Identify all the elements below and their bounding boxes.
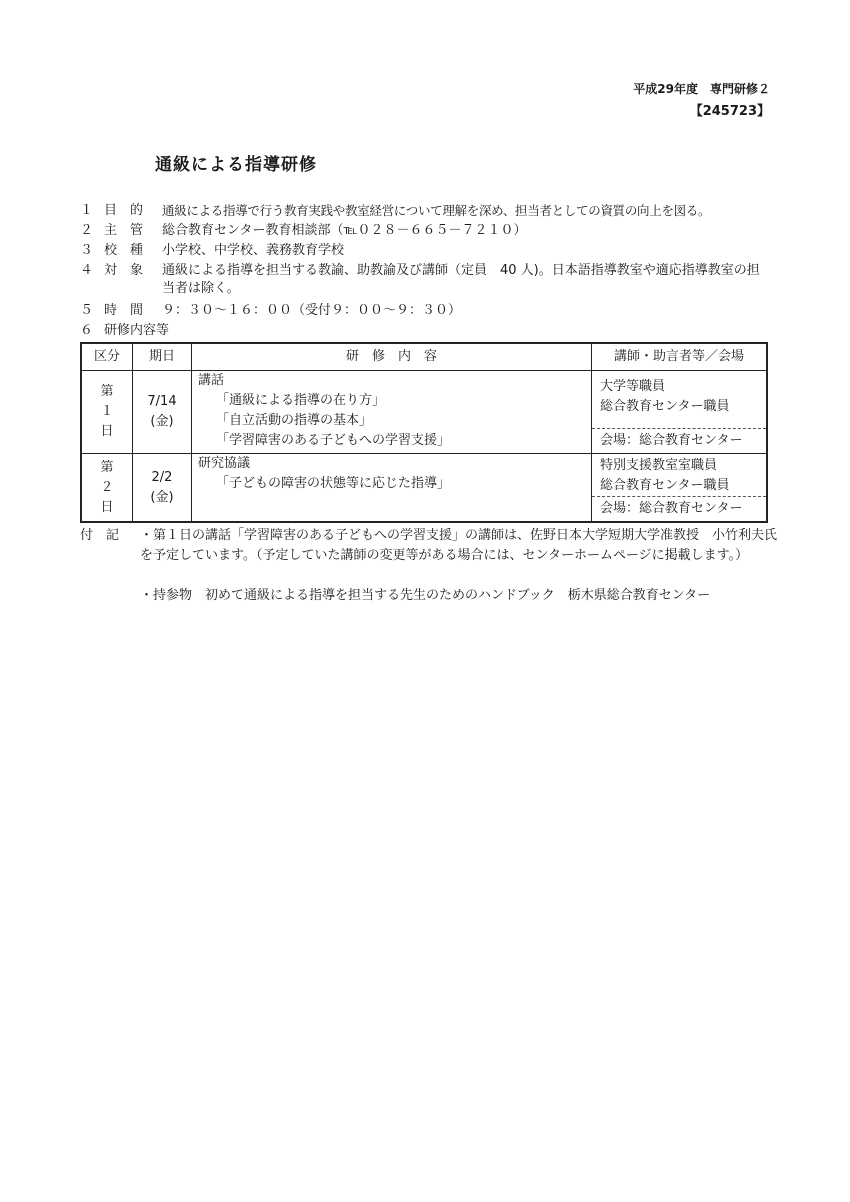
schedule-table [80,342,768,523]
lecturer-name: 大学等職員 [600,379,666,394]
division-text: ２ [100,479,114,495]
content-topic: 「子どもの障害の状態等に応じた指導」 [216,476,451,491]
item-number: ３ [80,243,94,258]
section-label: 研修内容等 [104,323,170,338]
item-value: 総合教育センター教育相談部（℡０２８－６６５－７２１０） [162,223,527,238]
date-text: 2/2 [151,469,173,485]
item-value: 通級による指導を担当する教諭、助教諭及び講師（定員 40 人)。日本語指導教室や適応指導教室の担当者は除く。 [162,263,760,296]
date-weekday: (金) [150,414,174,429]
item-label: 主 管 [104,223,144,238]
lecturer-name: 特別支援教室室職員 [600,458,718,473]
division-text: １ [100,404,114,419]
venue-text: 会場：総合教育センター [592,496,766,521]
content-topic: 「通級による指導の在り方」 [216,393,386,408]
header-date: 期日 [133,343,192,371]
item-number: ２ [80,223,94,238]
table-header-row [81,343,767,371]
page-title: 通級による指導研修 [155,155,317,175]
content-cell [192,371,592,454]
header-division: 区分 [81,343,133,371]
course-code: 【245723】 [689,104,770,119]
venue-text: 会場：総合教育センター [592,428,766,453]
item-value: ９：３０～１６：００（受付９：００～９：３０） [162,303,462,318]
note-item: ・持参物 初めて通級による指導を担当する先生のためのハンドブック 栃木県総合教育センター [140,588,711,603]
content-heading: 講話 [198,373,225,388]
content-cell [192,454,592,523]
header-content: 研 修 内 容 [192,343,592,371]
table-row [81,454,767,523]
lecturer-cell [592,371,768,454]
note-item: ・第１日の講話「学習障害のある子どもへの学習支援」の講師は、佐野日本大学短期大学准教授 小竹利夫氏を予定しています。（予定していた講師の変更等がある場合には、センターホームページに掲載します。） [140,528,778,563]
content-heading: 研究協議 [198,456,251,471]
lecturer-cell [592,454,768,523]
section-number: ６ [80,323,94,338]
content-topic: 「学習障害のある子どもへの学習支援」 [216,433,451,448]
item-label: 目 的 [104,203,144,218]
division-cell [81,454,133,523]
item-label: 時 間 [104,303,144,318]
item-value: 通級による指導で行う教育実践や教室経営について理解を深め、担当者としての資質の向上を図る。 [162,203,711,218]
division-text: 日 [100,499,114,515]
item-label: 対 象 [104,263,144,278]
content-topic: 「自立活動の指導の基本」 [216,413,373,428]
division-text: 第 [100,384,114,399]
item-value: 小学校、中学校、義務教育学校 [162,243,345,258]
table-row [81,371,767,454]
date-text: 7/14 [147,394,177,409]
lecturer-name: 総合教育センター職員 [600,478,730,493]
division-cell [81,371,133,454]
date-weekday: (金) [150,489,174,505]
item-number: ５ [80,303,94,318]
item-number: ４ [80,263,94,278]
year-course-label: 平成29年度 専門研修２ [633,82,770,96]
notes-label: 付 記 [80,528,120,543]
division-text: 日 [100,424,114,439]
lecturer-name: 総合教育センター職員 [600,399,730,414]
division-text: 第 [100,459,114,475]
item-number: １ [80,203,94,218]
date-cell [133,454,192,523]
date-cell [133,371,192,454]
header-lecturer: 講師・助言者等／会場 [592,343,768,371]
item-label: 校 種 [104,243,144,258]
